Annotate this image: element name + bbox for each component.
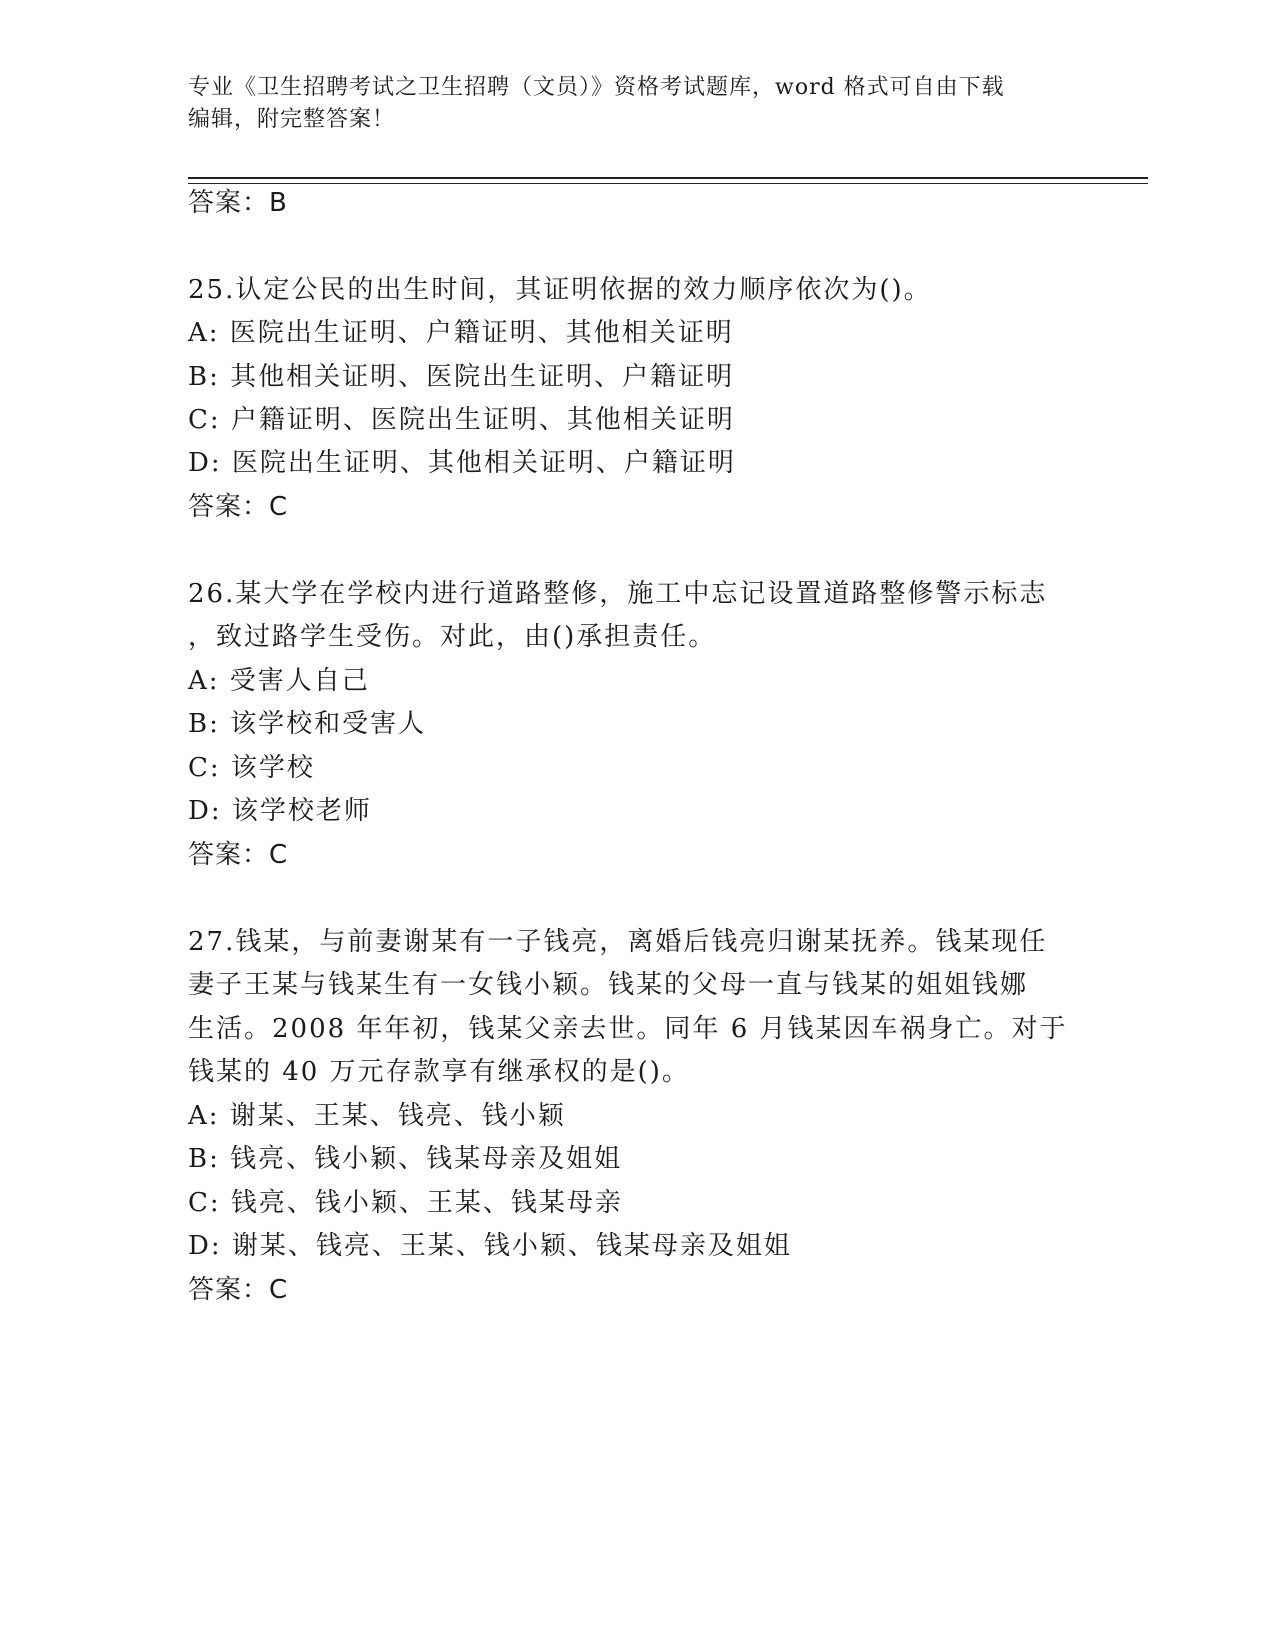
q26-option-b: B: 该学校和受害人 [188, 709, 427, 739]
q25-stem: 25.认定公民的出生时间，其证明依据的效力顺序依次为()。 [188, 275, 932, 305]
header-rule-thick [188, 177, 1148, 179]
q27-option-c: C: 钱亮、钱小颖、王某、钱某母亲 [188, 1188, 623, 1218]
q27-stem-line-3: 生活。2008 年年初，钱某父亲去世。同年 6 月钱某因车祸身亡。对于 [188, 1014, 1068, 1044]
q27-stem-line-2: 妻子王某与钱某生有一女钱小颖。钱某的父母一直与钱某的姐姐钱娜 [188, 970, 1029, 1000]
answer-prev: 答案：B [188, 188, 288, 218]
q25-option-b: B: 其他相关证明、医院出生证明、户籍证明 [188, 362, 735, 392]
q26-option-d: D: 该学校老师 [188, 796, 372, 826]
header-line-1: 专业《卫生招聘考试之卫生招聘（文员）》资格考试题库，word 格式可自由下载 [188, 75, 1005, 100]
q27-option-b: B: 钱亮、钱小颖、钱某母亲及姐姐 [188, 1144, 623, 1174]
q26-option-a: A: 受害人自己 [188, 666, 370, 696]
page-header [188, 72, 1068, 136]
q27-answer: 答案：C [188, 1275, 289, 1305]
q27-option-a: A: 谢某、王某、钱亮、钱小颖 [188, 1101, 566, 1131]
q26-answer: 答案：C [188, 840, 289, 870]
q27-stem-line-4: 钱某的 40 万元存款享有继承权的是()。 [188, 1057, 690, 1087]
q27-stem-line-1: 27.钱某，与前妻谢某有一子钱亮，离婚后钱亮归谢某抚养。钱某现任 [188, 927, 1048, 957]
header-rule-thin [188, 183, 1148, 184]
header-line-2: 编辑，附完整答案！ [188, 107, 396, 132]
q25-option-c: C: 户籍证明、医院出生证明、其他相关证明 [188, 405, 735, 435]
q26-stem-line-1: 26.某大学在学校内进行道路整修，施工中忘记设置道路整修警示标志 [188, 579, 1048, 609]
q25-option-a: A: 医院出生证明、户籍证明、其他相关证明 [188, 318, 734, 348]
q25-option-d: D: 医院出生证明、其他相关证明、户籍证明 [188, 448, 736, 478]
q26-stem-line-2: ，致过路学生受伤。对此，由()承担责任。 [188, 622, 717, 652]
q27-option-d: D: 谢某、钱亮、王某、钱小颖、钱某母亲及姐姐 [188, 1231, 792, 1261]
q26-option-c: C: 该学校 [188, 753, 315, 783]
q25-answer: 答案：C [188, 492, 289, 522]
